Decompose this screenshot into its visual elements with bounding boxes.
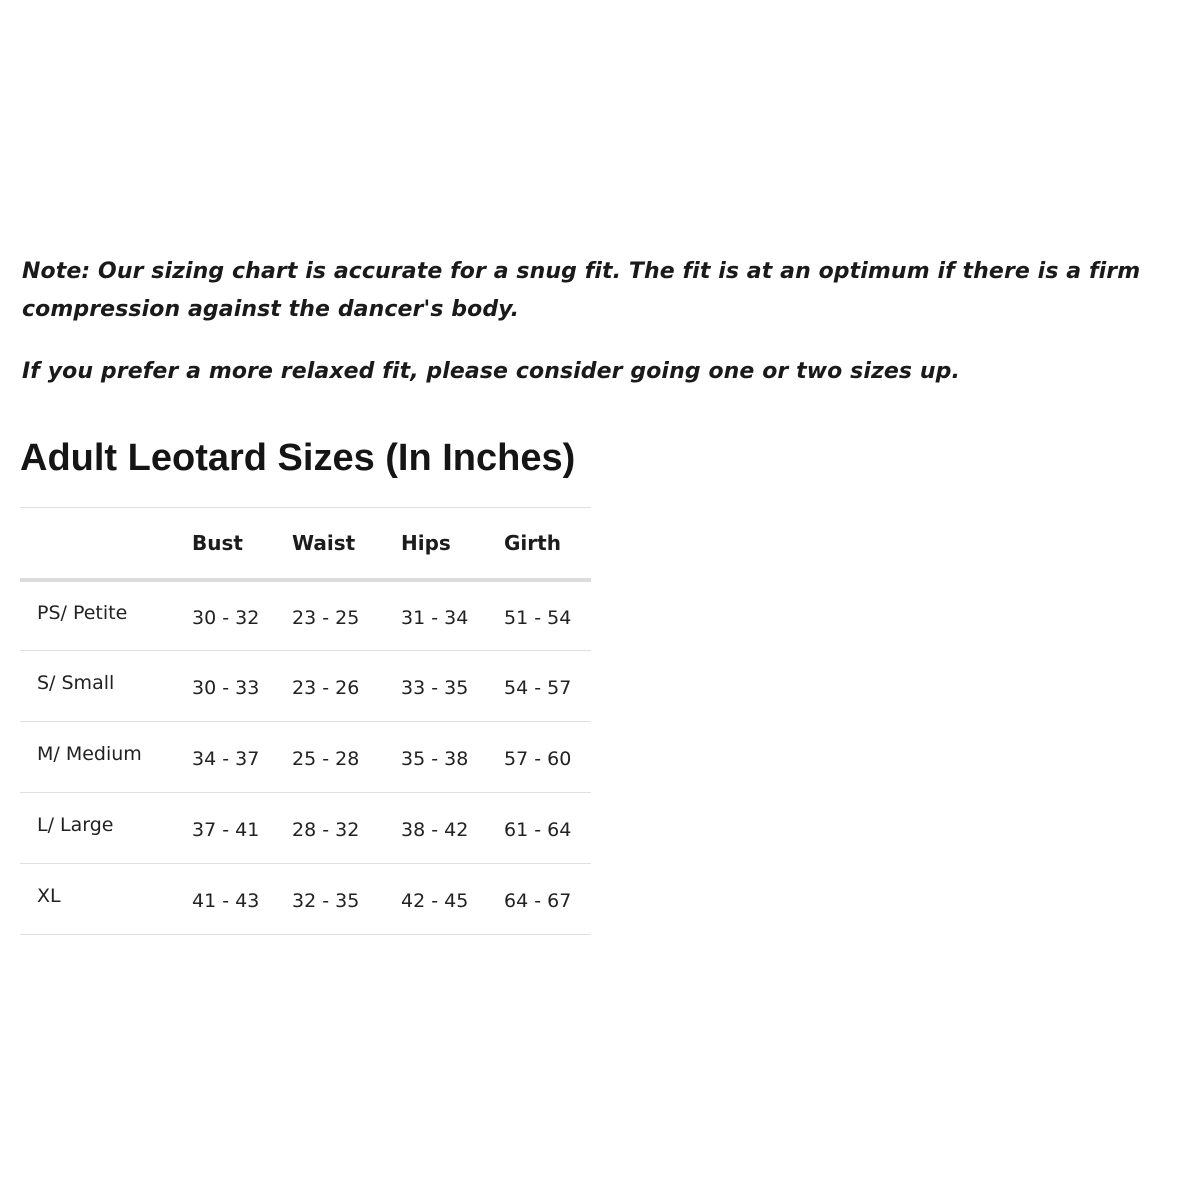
hips-value: 42 - 45 — [401, 890, 469, 912]
girth-value: 64 - 67 — [504, 890, 572, 912]
size-label: M/ Medium — [37, 743, 142, 765]
header-row — [20, 508, 591, 580]
hips-value: 38 - 42 — [401, 819, 469, 841]
size-label: S/ Small — [37, 672, 115, 694]
table-row — [20, 651, 591, 722]
waist-value: 23 - 25 — [292, 606, 360, 629]
page-title: Adult Leotard Sizes (In Inches) — [20, 437, 576, 479]
header-bust: Bust — [192, 530, 243, 555]
header-waist: Waist — [292, 530, 356, 555]
size-label: PS/ Petite — [37, 601, 128, 624]
girth-value: 61 - 64 — [504, 819, 572, 841]
table-row — [20, 722, 591, 793]
girth-value: 54 - 57 — [504, 677, 572, 699]
header-size — [20, 508, 192, 580]
hips-value: 33 - 35 — [401, 677, 469, 699]
girth-value: 51 - 54 — [504, 606, 572, 629]
table-row — [20, 793, 591, 864]
table-header — [20, 508, 591, 580]
waist-value: 32 - 35 — [292, 890, 360, 912]
size-label: L/ Large — [37, 814, 114, 836]
bust-value: 30 - 32 — [192, 606, 260, 629]
header-hips: Hips — [401, 530, 451, 555]
table-row — [20, 580, 591, 651]
girth-value: 57 - 60 — [504, 748, 572, 770]
header-girth: Girth — [504, 530, 561, 555]
bust-value: 37 - 41 — [192, 819, 260, 841]
bust-value: 30 - 33 — [192, 677, 260, 699]
hips-value: 35 - 38 — [401, 748, 469, 770]
size-label: XL — [37, 885, 61, 907]
bust-value: 34 - 37 — [192, 748, 260, 770]
waist-value: 28 - 32 — [292, 819, 360, 841]
table-body — [20, 580, 591, 935]
table-row — [20, 864, 591, 935]
waist-value: 25 - 28 — [292, 748, 360, 770]
fit-note: Note: Our sizing chart is accurate for a snug fit. The fit is at an optimum if there is a firm compression against the dancer's body. — [22, 259, 1141, 322]
bust-value: 41 - 43 — [192, 890, 260, 912]
size-chart-table — [20, 507, 591, 935]
relaxed-fit-note: If you prefer a more relaxed fit, please consider going one or two sizes up. — [22, 359, 960, 384]
hips-value: 31 - 34 — [401, 606, 469, 629]
waist-value: 23 - 26 — [292, 677, 360, 699]
